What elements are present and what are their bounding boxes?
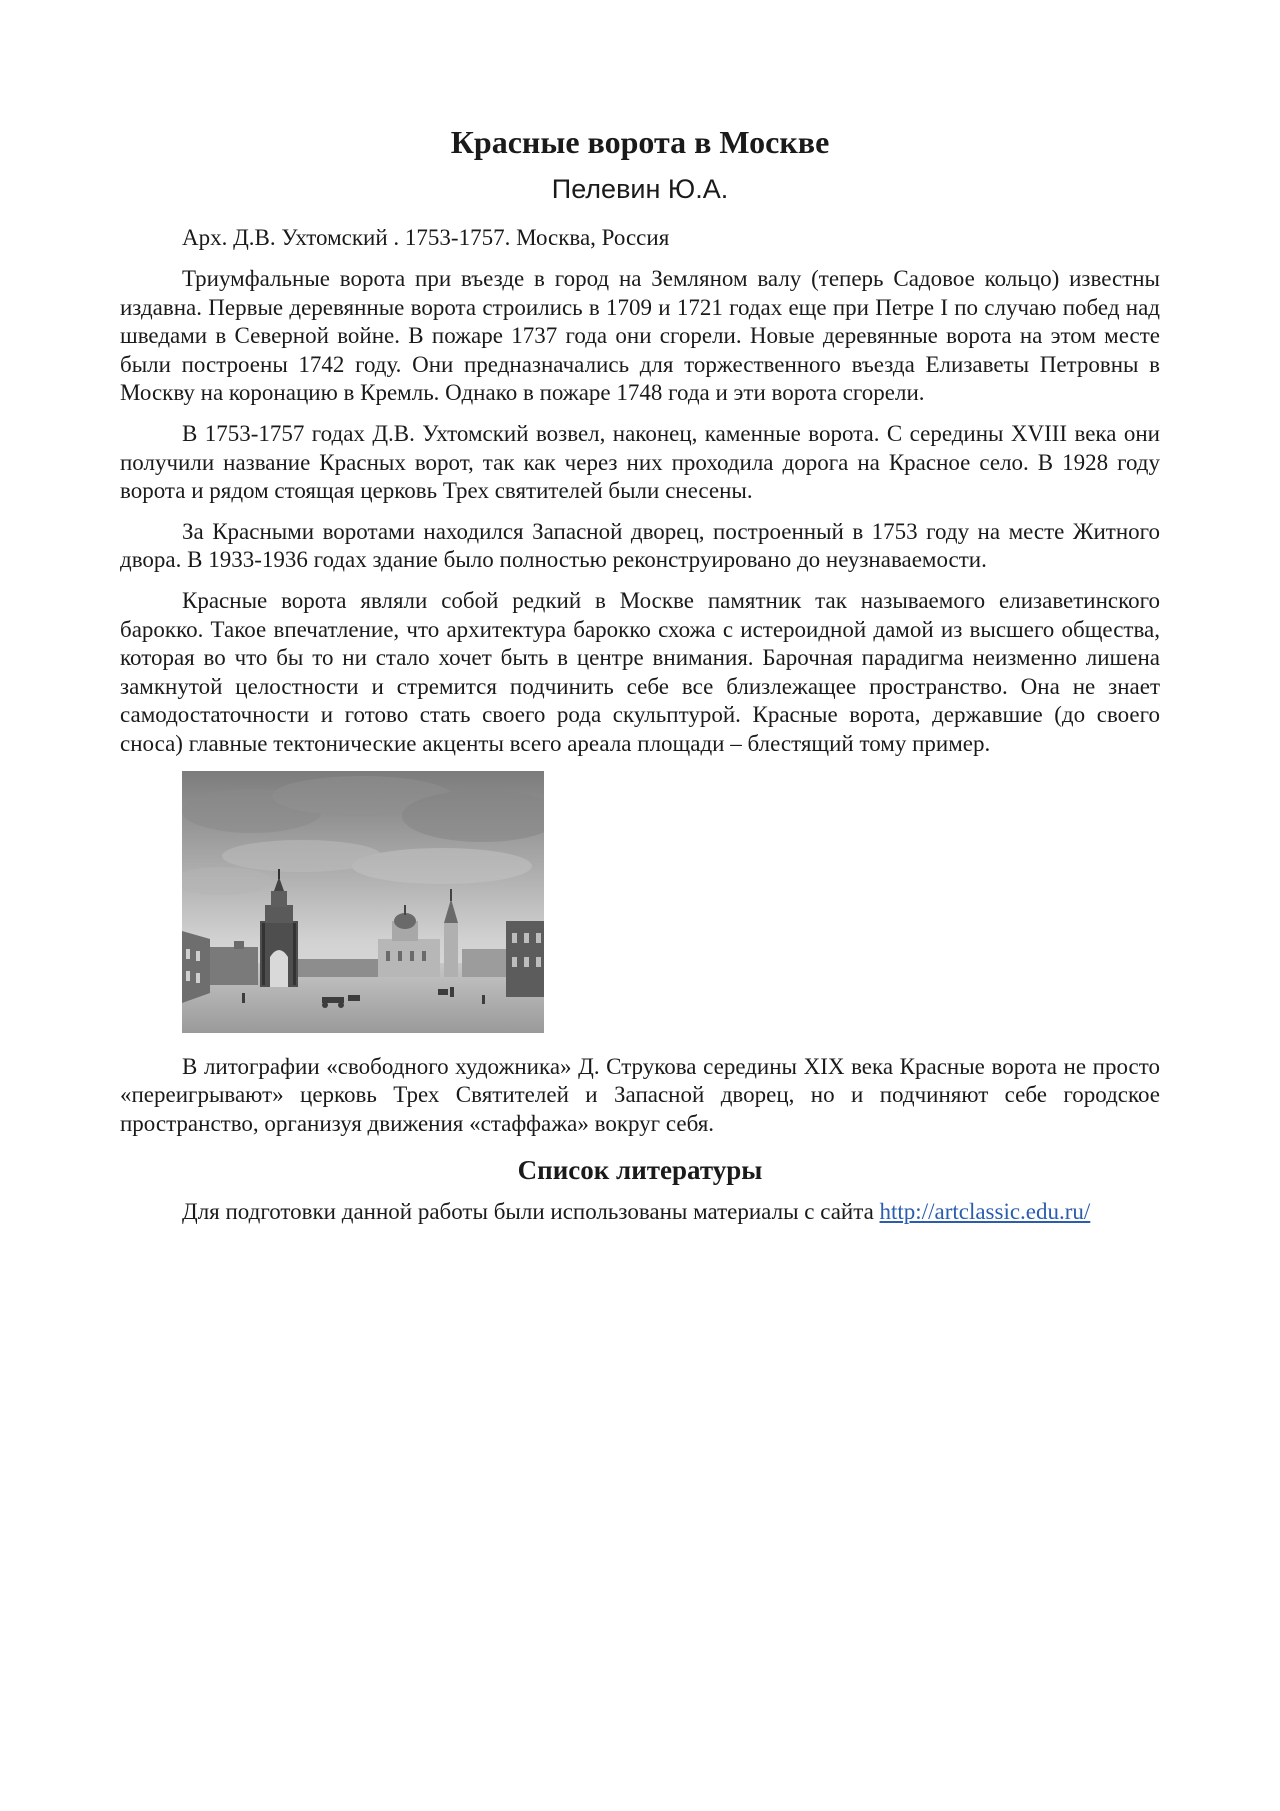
references-paragraph <box>120 1198 1160 1227</box>
paragraph-3: За Красными воротами находился Запасной дворец, построенный в 1753 году на месте Житного двора. В 1933-1936 годах здание было полностью реконструировано до неузнаваемости. <box>120 518 1160 573</box>
paragraph-1: Триумфальные ворота при въезде в город на Земляном валу (теперь Садовое кольцо) известны издавна. Первые деревянные ворота строились в 1709 и 1721 годах еще при Петре I по случаю побед над шведами в Северной войне. В пожаре 1737 года они сгорели. Новые деревянные ворота на этом месте были построены 1742 году. Они предназначались для торжественного въезда Елизаветы Петровны в Москву на коронацию в Кремль. Однако в пожаре 1748 года и эти ворота сгорели. <box>120 266 1160 406</box>
document-author: Пелевин Ю.А. <box>551 174 729 204</box>
lithograph-drawing <box>182 771 544 1033</box>
references-link[interactable]: http://artclassic.edu.ru/ <box>879 1199 1091 1225</box>
document-title: Красные ворота в Москве <box>450 124 830 160</box>
lithograph-wall <box>298 959 378 977</box>
lithograph-image <box>182 771 544 1033</box>
paragraph-4: Красные ворота являли собой редкий в Москве памятник так называемого елизаветинского барокко. Такое впечатление, что архитектура барокко схожа с истероидной дамой из высшего общества, которая во что бы то ни стало хочет быть в центре внимания. Барочная парадигма неизменно лишена замкнутой целостности и стремится подчинить себе все близлежащее пространство. Она не знает самодостаточности и готово стать своего рода скульптурой. Красные ворота, державшие (до своего сноса) главные тектонические акценты всего ареала площади – блестящий тому пример. <box>120 587 1160 756</box>
references-heading: Список литературы <box>517 1155 763 1186</box>
references-text: Для подготовки данной работы были использованы материалы с сайта <box>182 1199 880 1225</box>
document-subtitle: Арх. Д.В. Ухтомский . 1753-1757. Москва, Россия <box>182 225 670 250</box>
document-body <box>120 118 1160 1239</box>
paragraph-2: В 1753-1757 годах Д.В. Ухтомский возвел, наконец, каменные ворота. С середины XVIII века они получили название Красных ворот, так как через них проходила дорога на Красное село. В 1928 году ворота и рядом стоящая церковь Трех святителей были снесены. <box>120 420 1160 504</box>
caption-paragraph: В литографии «свободного художника» Д. Струкова середины XIX века Красные ворота не просто «переигрывают» церковь Трех Святителей и Запасной дворец, но и подчиняют себе городское пространство, организуя движения «стаффажа» вокруг себя. <box>120 1053 1160 1136</box>
